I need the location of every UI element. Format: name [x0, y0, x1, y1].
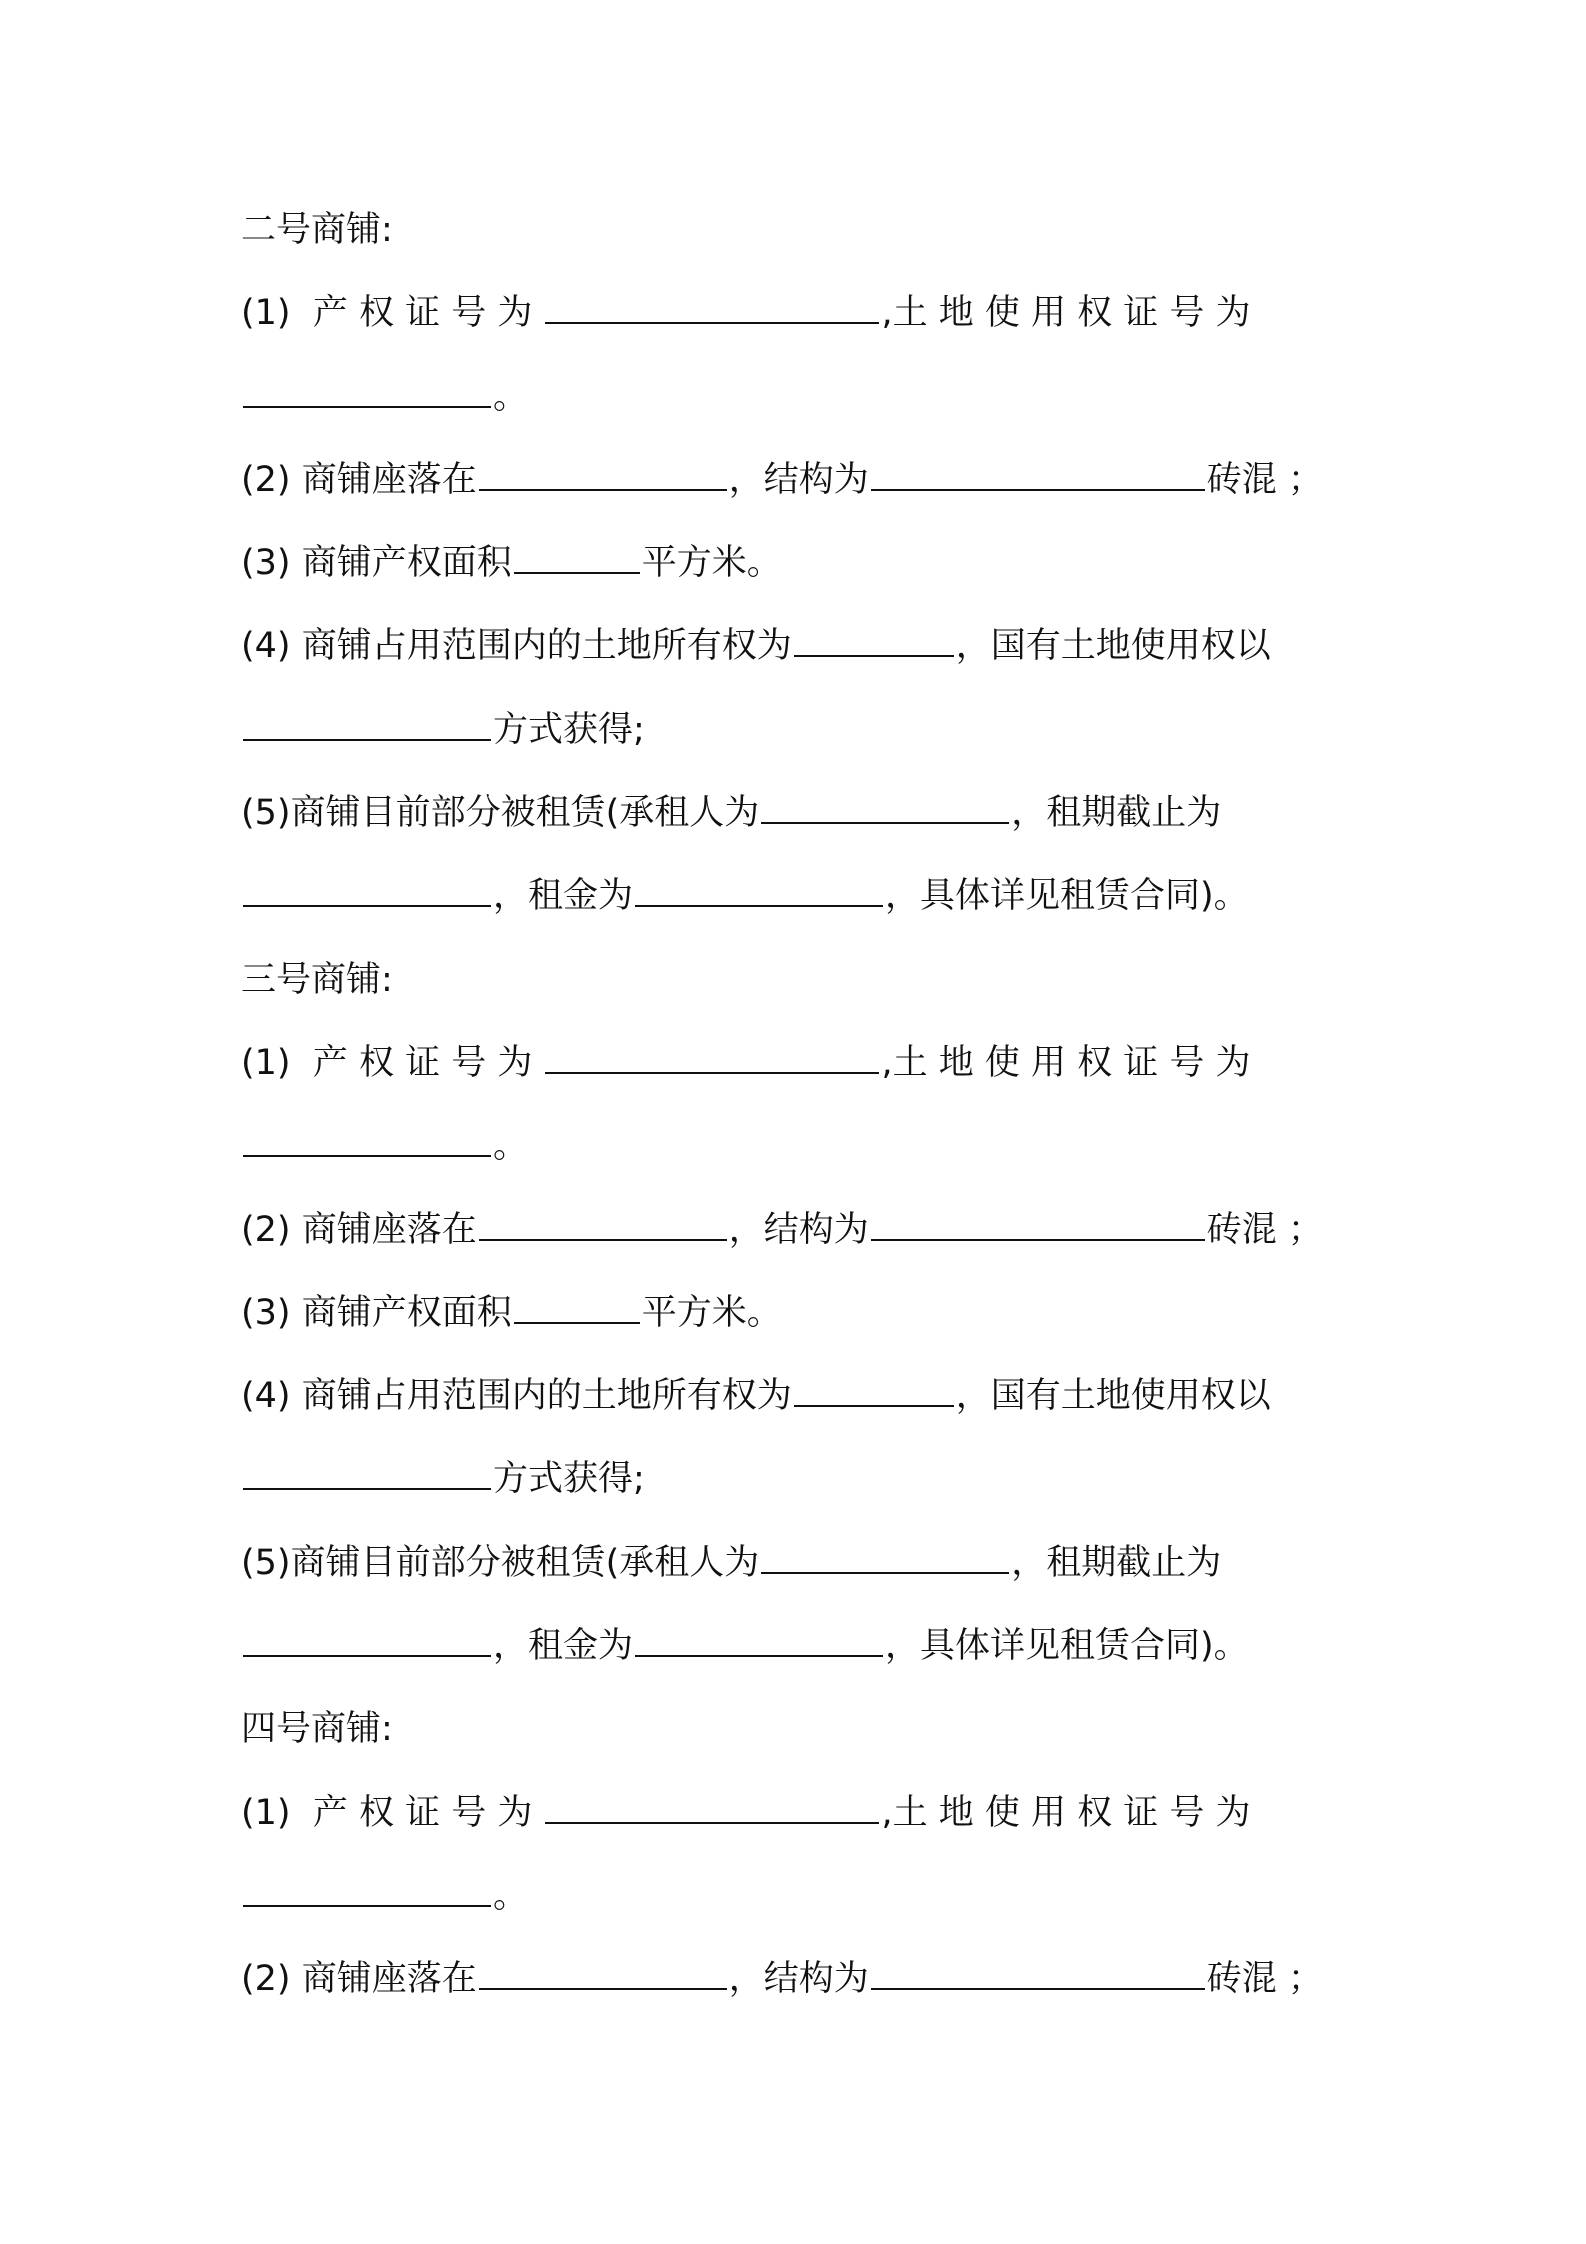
blank-field[interactable] — [871, 1954, 1205, 1990]
blank-field[interactable] — [479, 1954, 727, 1990]
clause-text: ,土 地 使 用 权 证 号 为 — [881, 1793, 1251, 1833]
clause-4-cont — [241, 705, 1355, 755]
clause-1-cont — [241, 1121, 1355, 1171]
heading-text: 四号商铺: — [241, 1709, 393, 1749]
clause-text: 方式获得; — [493, 710, 645, 750]
clause-text: 砖混 ； — [1206, 1959, 1323, 1999]
clause-4-line — [241, 1371, 1355, 1421]
section-heading — [241, 955, 1355, 1005]
clause-text: ，租期截止为 — [1011, 1543, 1222, 1583]
blank-field[interactable] — [243, 871, 491, 907]
clause-text: (2) 商铺座落在 — [241, 460, 477, 500]
clause-text: ，国有土地使用权以 — [955, 626, 1271, 666]
clause-1-cont — [241, 1871, 1355, 1921]
blank-field[interactable] — [479, 455, 727, 491]
clause-1-line — [241, 1788, 1355, 1838]
clause-3-line — [241, 1288, 1355, 1338]
clause-text: (4) 商铺占用范围内的土地所有权为 — [241, 626, 792, 666]
clause-text: 方式获得; — [493, 1459, 645, 1499]
blank-field[interactable] — [871, 1205, 1205, 1241]
clause-text: ，国有土地使用权以 — [955, 1376, 1271, 1416]
clause-text: 。 — [493, 1876, 529, 1916]
blank-field[interactable] — [514, 538, 640, 574]
clause-text: (1) 产 权 证 号 为 — [241, 1793, 544, 1833]
clause-5-cont — [241, 1621, 1355, 1671]
clause-3-line — [241, 538, 1355, 588]
clause-5-cont — [241, 871, 1355, 921]
clause-text: ，具体详见租赁合同)。 — [885, 876, 1249, 916]
heading-text: 三号商铺: — [241, 960, 393, 1000]
blank-field[interactable] — [635, 1621, 883, 1657]
section-heading — [241, 205, 1355, 255]
clause-text: 平方米。 — [641, 543, 782, 583]
clause-2-line — [241, 455, 1355, 505]
clause-1-line — [241, 1038, 1355, 1088]
blank-field[interactable] — [761, 788, 1009, 824]
blank-field[interactable] — [794, 1371, 954, 1407]
clause-1-cont — [241, 372, 1355, 422]
clause-text: ，结构为 — [728, 460, 869, 500]
clause-text: (1) 产 权 证 号 为 — [241, 293, 544, 333]
clause-2-line — [241, 1954, 1355, 2004]
clause-text: 砖混 ； — [1206, 1210, 1323, 1250]
heading-text: 二号商铺: — [241, 210, 393, 250]
blank-field[interactable] — [545, 1038, 879, 1074]
clause-text: ，租期截止为 — [1011, 793, 1222, 833]
clause-text: (3) 商铺产权面积 — [241, 1293, 512, 1333]
clause-1-line — [241, 288, 1355, 338]
clause-text: (2) 商铺座落在 — [241, 1210, 477, 1250]
blank-field[interactable] — [871, 455, 1205, 491]
clause-text: ，具体详见租赁合同)。 — [885, 1626, 1249, 1666]
blank-field[interactable] — [794, 621, 954, 657]
blank-field[interactable] — [545, 288, 879, 324]
blank-field[interactable] — [243, 1871, 491, 1907]
clause-text: ，租金为 — [493, 876, 634, 916]
clause-5-line — [241, 1538, 1355, 1588]
blank-field[interactable] — [243, 705, 491, 741]
clause-text: 。 — [493, 1126, 529, 1166]
clause-text: ,土 地 使 用 权 证 号 为 — [881, 293, 1251, 333]
blank-field[interactable] — [635, 871, 883, 907]
clause-text: ，结构为 — [728, 1959, 869, 1999]
blank-field[interactable] — [243, 1621, 491, 1657]
section-heading — [241, 1704, 1355, 1754]
blank-field[interactable] — [545, 1788, 879, 1824]
clause-text: 砖混 ； — [1206, 460, 1323, 500]
clause-text: (2) 商铺座落在 — [241, 1959, 477, 1999]
blank-field[interactable] — [243, 1121, 491, 1157]
clause-text: ,土 地 使 用 权 证 号 为 — [881, 1043, 1251, 1083]
clause-4-cont — [241, 1454, 1355, 1504]
clause-text: ，结构为 — [728, 1210, 869, 1250]
clause-text: ，租金为 — [493, 1626, 634, 1666]
clause-2-line — [241, 1205, 1355, 1255]
clause-text: (3) 商铺产权面积 — [241, 543, 512, 583]
clause-text: 。 — [493, 377, 529, 417]
blank-field[interactable] — [761, 1538, 1009, 1574]
blank-field[interactable] — [479, 1205, 727, 1241]
clause-4-line — [241, 621, 1355, 671]
clause-text: 平方米。 — [641, 1293, 782, 1333]
clause-5-line — [241, 788, 1355, 838]
clause-text: (4) 商铺占用范围内的土地所有权为 — [241, 1376, 792, 1416]
blank-field[interactable] — [243, 372, 491, 408]
blank-field[interactable] — [243, 1454, 491, 1490]
blank-field[interactable] — [514, 1288, 640, 1324]
clause-text: (5)商铺目前部分被租赁(承租人为 — [241, 1543, 760, 1583]
clause-text: (5)商铺目前部分被租赁(承租人为 — [241, 793, 760, 833]
clause-text: (1) 产 权 证 号 为 — [241, 1043, 544, 1083]
